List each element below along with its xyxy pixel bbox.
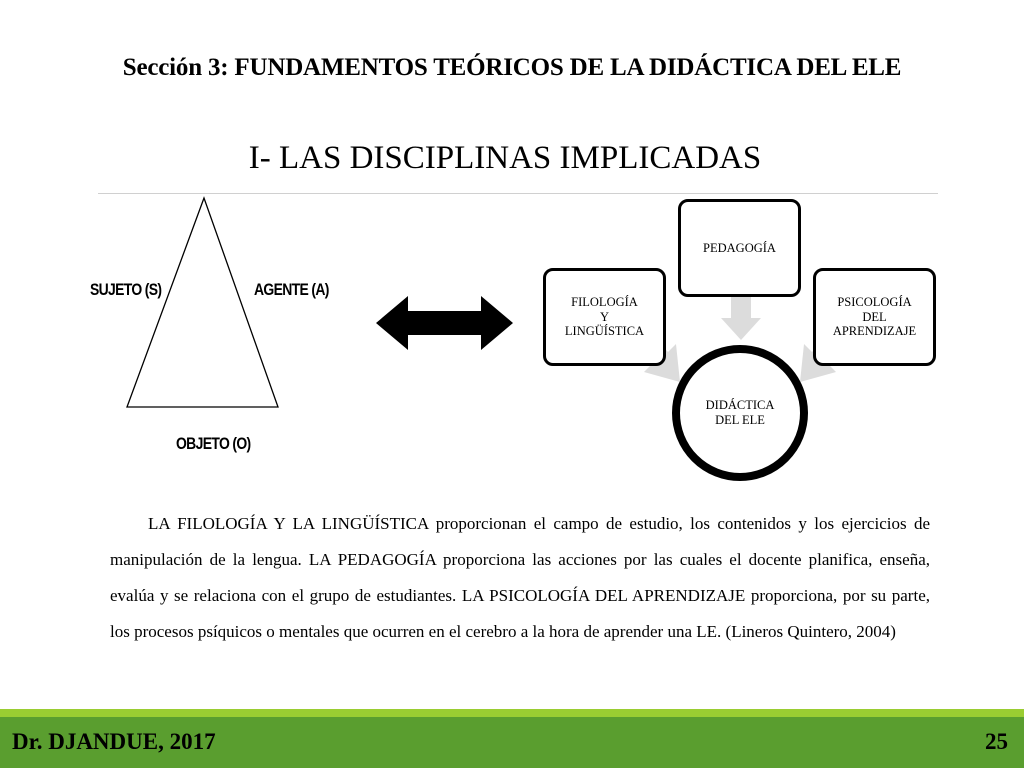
psicologia-line-2: DEL [862, 309, 887, 324]
didactica-line-2: DEL ELE [715, 413, 765, 427]
body-paragraph [110, 506, 930, 650]
psicologia-line-1: PSICOLOGÍA [837, 295, 912, 310]
body-text: LA FILOLOGÍA Y LA LINGÜÍSTICA proporcionan el campo de estudio, los contenidos y los ejercicios de manipulación de la lengua. LA PEDAGOGÍA proporciona las acciones por las cuales el docente planifica, enseña, evalúa y se relaciona con el grupo de estudiantes. LA PSICOLOGÍA DEL APRENDIZAJE proporciona, por su parte, los procesos psíquicos o mentales que ocurren en el cerebro a la hora de aprender una LE. (Lineros Quintero, 2004) [110, 514, 930, 641]
didactica-line-1: DIDÁCTICA [705, 398, 775, 412]
objeto-label: OBJETO (O) [176, 434, 251, 453]
psicologia-box [813, 268, 936, 366]
pedagogia-label: PEDAGOGÍA [703, 240, 776, 255]
pedagogia-box [678, 199, 801, 297]
footer-author: Dr. DJANDUE, 2017 [12, 729, 216, 754]
page-number: 25 [985, 729, 1008, 754]
psicologia-line-3: APRENDIZAJE [832, 324, 917, 339]
filologia-line-3: LINGÜÍSTICA [564, 324, 645, 339]
filologia-line-1: FILOLOGÍA [571, 295, 638, 310]
footer-accent-bar [0, 709, 1024, 717]
double-arrow-icon [376, 296, 513, 350]
didactica-circle [672, 345, 808, 481]
didactic-triangle [127, 198, 278, 407]
section-title: Sección 3: FUNDAMENTOS TEÓRICOS DE LA DIDÁCTICA DEL ELE [122, 54, 902, 81]
filologia-box [543, 268, 666, 366]
sujeto-label: SUJETO (S) [90, 280, 162, 299]
filologia-line-2: Y [599, 309, 609, 324]
agente-label: AGENTE (A) [254, 280, 329, 299]
page-title: I- LAS DISCIPLINAS IMPLICADAS [248, 140, 762, 176]
